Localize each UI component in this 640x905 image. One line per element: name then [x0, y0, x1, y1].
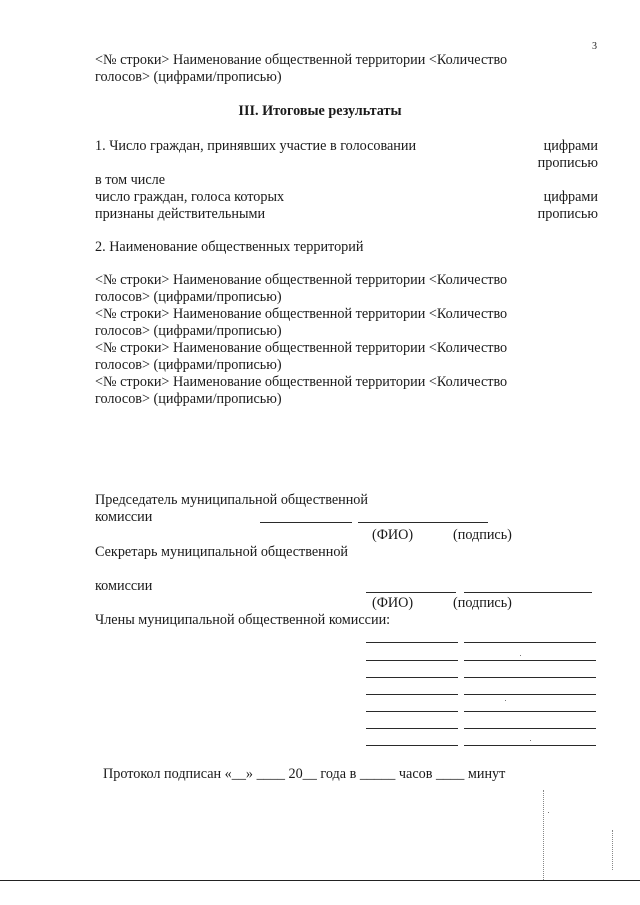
entry-line-1: <№ строки> Наименование общественной территории <Количество — [95, 340, 508, 356]
member-fio-line — [366, 745, 458, 746]
secretary-label-1: Секретарь муниципальной общественной — [95, 544, 348, 560]
page-number: 3 — [592, 41, 597, 52]
including-label-1: в том числе — [95, 172, 166, 188]
secretary-fio-line — [366, 592, 456, 593]
chairman-label-1: Председатель муниципальной общественной — [95, 492, 368, 508]
entry-line-2: голосов> (цифрами/прописью) — [95, 357, 282, 373]
entry-line-1: <№ строки> Наименование общественной территории <Количество — [95, 374, 508, 390]
secretary-signature-caption: (подпись) — [453, 595, 512, 611]
scan-artifact-line — [612, 830, 613, 870]
entry-line-2: голосов> (цифрами/прописью) — [95, 289, 282, 305]
member-signature-line — [464, 677, 596, 678]
entry-line-1: <№ строки> Наименование общественной территории <Количество — [95, 306, 508, 322]
item2-label: 2. Наименование общественных территорий — [95, 239, 364, 255]
including-words: прописью — [537, 206, 598, 222]
item1-digits: цифрами — [543, 138, 598, 154]
chairman-signature-line — [358, 522, 488, 523]
scan-speck — [548, 812, 549, 813]
member-signature-line — [464, 728, 596, 729]
member-signature-line — [464, 711, 596, 712]
entry-line-2: голосов> (цифрами/прописью) — [95, 323, 282, 339]
protocol-signed-line: Протокол подписан «__» ____ 20__ года в _____ часов ____ минут — [103, 766, 506, 782]
member-fio-line — [366, 677, 458, 678]
chairman-fio-caption: (ФИО) — [372, 527, 414, 543]
top-entry-line-1: <№ строки> Наименование общественной территории <Количество — [95, 52, 508, 68]
member-fio-line — [366, 660, 458, 661]
entry-line-2: голосов> (цифрами/прописью) — [95, 391, 282, 407]
chairman-signature-caption: (подпись) — [453, 527, 512, 543]
secretary-label-2: комиссии — [95, 578, 153, 594]
entry-line-1: <№ строки> Наименование общественной территории <Количество — [95, 272, 508, 288]
members-label: Члены муниципальной общественной комиссии: — [95, 612, 391, 628]
scan-artifact-line — [543, 790, 544, 880]
member-fio-line — [366, 711, 458, 712]
member-signature-line — [464, 745, 596, 746]
section-title: III. Итоговые результаты — [238, 103, 402, 119]
scan-speck — [505, 700, 506, 701]
member-fio-line — [366, 728, 458, 729]
page-bottom-rule — [0, 880, 640, 881]
member-fio-line — [366, 694, 458, 695]
chairman-label-2: комиссии — [95, 509, 153, 525]
secretary-fio-caption: (ФИО) — [372, 595, 414, 611]
scan-speck — [520, 655, 521, 656]
top-entry-line-2: голосов> (цифрами/прописью) — [95, 69, 282, 85]
member-signature-line — [464, 660, 596, 661]
secretary-signature-line — [464, 592, 592, 593]
item1-words: прописью — [537, 155, 598, 171]
including-digits: цифрами — [543, 189, 598, 205]
member-signature-line — [464, 694, 596, 695]
item1-label: 1. Число граждан, принявших участие в голосовании — [95, 138, 417, 154]
member-signature-line — [464, 642, 596, 643]
scan-speck — [530, 740, 531, 741]
including-label-2: число граждан, голоса которых — [95, 189, 285, 205]
chairman-fio-line — [260, 522, 352, 523]
including-label-3: признаны действительными — [95, 206, 266, 222]
member-fio-line — [366, 642, 458, 643]
